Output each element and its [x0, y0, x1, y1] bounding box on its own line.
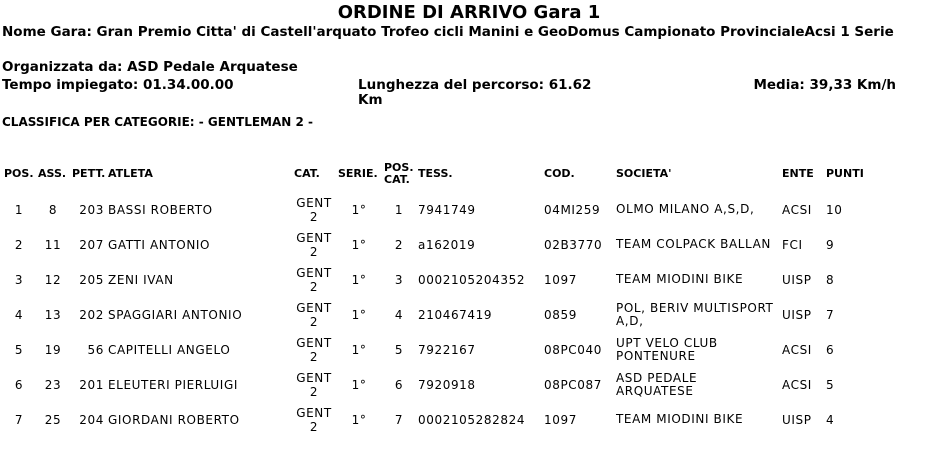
col-header-pett: PETT. — [72, 167, 106, 180]
cell-ass: 8 — [48, 202, 58, 217]
cell-pos: 6 — [14, 377, 24, 392]
cell-serie: 1° — [351, 307, 367, 322]
classification-title: CLASSIFICA PER CATEGORIE: - GENTLEMAN 2 - — [2, 115, 314, 129]
cell-punti: 10 — [826, 202, 843, 217]
cell-serie: 1° — [351, 342, 367, 357]
cell-pos: 1 — [14, 202, 24, 217]
cell-cat: GENT 2 — [296, 405, 332, 434]
cell-pos: 4 — [14, 307, 24, 322]
cell-societa: TEAM COLPACK BALLAN — [616, 237, 772, 251]
cell-serie: 1° — [351, 237, 367, 252]
cell-societa: TEAM MIODINI BIKE — [616, 412, 744, 426]
time-taken: Tempo impiegato: 01.34.00.00 — [2, 77, 234, 93]
cell-atleta: CAPITELLI ANGELO — [108, 342, 231, 357]
cell-ente: UISP — [782, 272, 812, 287]
cell-pett: 56 — [87, 342, 104, 357]
cell-pos-cat: 4 — [394, 307, 404, 322]
cell-cod: 08PC040 — [544, 342, 602, 357]
cell-atleta: GATTI ANTONIO — [108, 237, 211, 252]
col-header-punti: PUNTI — [826, 167, 864, 180]
cell-cod: 1097 — [544, 412, 577, 427]
cell-societa: ASD PEDALE ARQUATESE — [616, 370, 698, 398]
table-row — [2, 262, 902, 297]
cell-punti: 7 — [826, 307, 835, 322]
col-header-ass: ASS. — [38, 167, 67, 180]
cell-cat: GENT 2 — [296, 230, 332, 259]
course-length: Lunghezza del percorso: 61.62 Km — [358, 77, 592, 108]
cell-ente: FCI — [782, 237, 803, 252]
cell-pos: 5 — [14, 342, 24, 357]
cell-punti: 5 — [826, 377, 835, 392]
col-header-cat: CAT. — [294, 167, 320, 180]
cell-cat: GENT 2 — [296, 370, 332, 399]
cell-atleta: BASSI ROBERTO — [108, 202, 213, 217]
col-header-societa: SOCIETA' — [616, 167, 672, 180]
cell-atleta: ZENI IVAN — [108, 272, 174, 287]
cell-ente: UISP — [782, 307, 812, 322]
cell-ente: ACSI — [782, 342, 812, 357]
table-header-row — [2, 156, 902, 192]
cell-pos-cat: 1 — [394, 202, 404, 217]
cell-tess: 210467419 — [418, 307, 493, 322]
col-header-pos: POS. — [4, 167, 34, 180]
cell-punti: 9 — [826, 237, 835, 252]
cell-ass: 19 — [44, 342, 62, 357]
cell-cat: GENT 2 — [296, 335, 332, 364]
cell-societa: UPT VELO CLUB PONTENURE — [616, 335, 718, 363]
table-row — [2, 332, 902, 367]
table-row — [2, 402, 902, 437]
cell-ass: 12 — [44, 272, 62, 287]
organizer: Organizzata da: ASD Pedale Arquatese — [2, 59, 298, 75]
cell-ass: 23 — [44, 377, 62, 392]
cell-cod: 08PC087 — [544, 377, 602, 392]
cell-pos-cat: 7 — [394, 412, 404, 427]
cell-pett: 204 — [79, 412, 104, 427]
page-title: ORDINE DI ARRIVO Gara 1 — [337, 2, 601, 23]
table-row — [2, 367, 902, 402]
cell-pett: 203 — [79, 202, 104, 217]
cell-ente: ACSI — [782, 377, 812, 392]
col-header-serie: SERIE. — [338, 167, 378, 180]
cell-pos: 2 — [14, 237, 24, 252]
cell-ass: 25 — [44, 412, 62, 427]
cell-serie: 1° — [351, 377, 367, 392]
cell-serie: 1° — [351, 272, 367, 287]
cell-societa: TEAM MIODINI BIKE — [616, 272, 744, 286]
col-header-pos-cat: POS. CAT. — [384, 161, 414, 186]
cell-pett: 202 — [79, 307, 104, 322]
cell-tess: 0002105204352 — [418, 272, 526, 287]
cell-pos-cat: 5 — [394, 342, 404, 357]
cell-tess: 7920918 — [418, 377, 476, 392]
cell-pett: 207 — [79, 237, 104, 252]
results-table — [2, 156, 902, 437]
cell-cod: 04MI259 — [544, 202, 601, 217]
cell-pos: 3 — [14, 272, 24, 287]
cell-cat: GENT 2 — [296, 195, 332, 224]
cell-tess: 7922167 — [418, 342, 476, 357]
cell-ente: ACSI — [782, 202, 812, 217]
cell-cat: GENT 2 — [296, 265, 332, 294]
table-row — [2, 297, 902, 332]
col-header-ente: ENTE — [782, 167, 814, 180]
cell-serie: 1° — [351, 202, 367, 217]
cell-ente: UISP — [782, 412, 812, 427]
race-name: Nome Gara: Gran Premio Citta' di Castell'arquato Trofeo cicli Manini e GeoDomus Campionato ProvincialeAcsi 1 Serie — [2, 24, 894, 40]
col-header-tess: TESS. — [418, 167, 453, 180]
cell-atleta: ELEUTERI PIERLUIGI — [108, 377, 238, 392]
cell-atleta: GIORDANI ROBERTO — [108, 412, 240, 427]
cell-pett: 201 — [79, 377, 104, 392]
cell-atleta: SPAGGIARI ANTONIO — [108, 307, 243, 322]
cell-serie: 1° — [351, 412, 367, 427]
cell-ass: 13 — [44, 307, 62, 322]
cell-societa: OLMO MILANO A,S,D, — [616, 202, 755, 216]
cell-pett: 205 — [79, 272, 104, 287]
cell-pos-cat: 2 — [394, 237, 404, 252]
table-row — [2, 192, 902, 227]
cell-pos: 7 — [14, 412, 24, 427]
cell-punti: 8 — [826, 272, 835, 287]
cell-punti: 4 — [826, 412, 835, 427]
cell-cat: GENT 2 — [296, 300, 332, 329]
table-row — [2, 227, 902, 262]
cell-tess: a162019 — [418, 237, 476, 252]
cell-punti: 6 — [826, 342, 835, 357]
cell-cod: 02B3770 — [544, 237, 603, 252]
cell-cod: 0859 — [544, 307, 577, 322]
cell-tess: 7941749 — [418, 202, 476, 217]
cell-cod: 1097 — [544, 272, 577, 287]
cell-societa: POL, BERIV MULTISPORT A,D, — [616, 300, 774, 328]
cell-pos-cat: 6 — [394, 377, 404, 392]
average-speed: Media: 39,33 Km/h — [753, 77, 896, 93]
cell-pos-cat: 3 — [394, 272, 404, 287]
col-header-atleta: ATLETA — [108, 167, 153, 180]
cell-tess: 0002105282824 — [418, 412, 526, 427]
col-header-cod: COD. — [544, 167, 575, 180]
cell-ass: 11 — [44, 237, 62, 252]
